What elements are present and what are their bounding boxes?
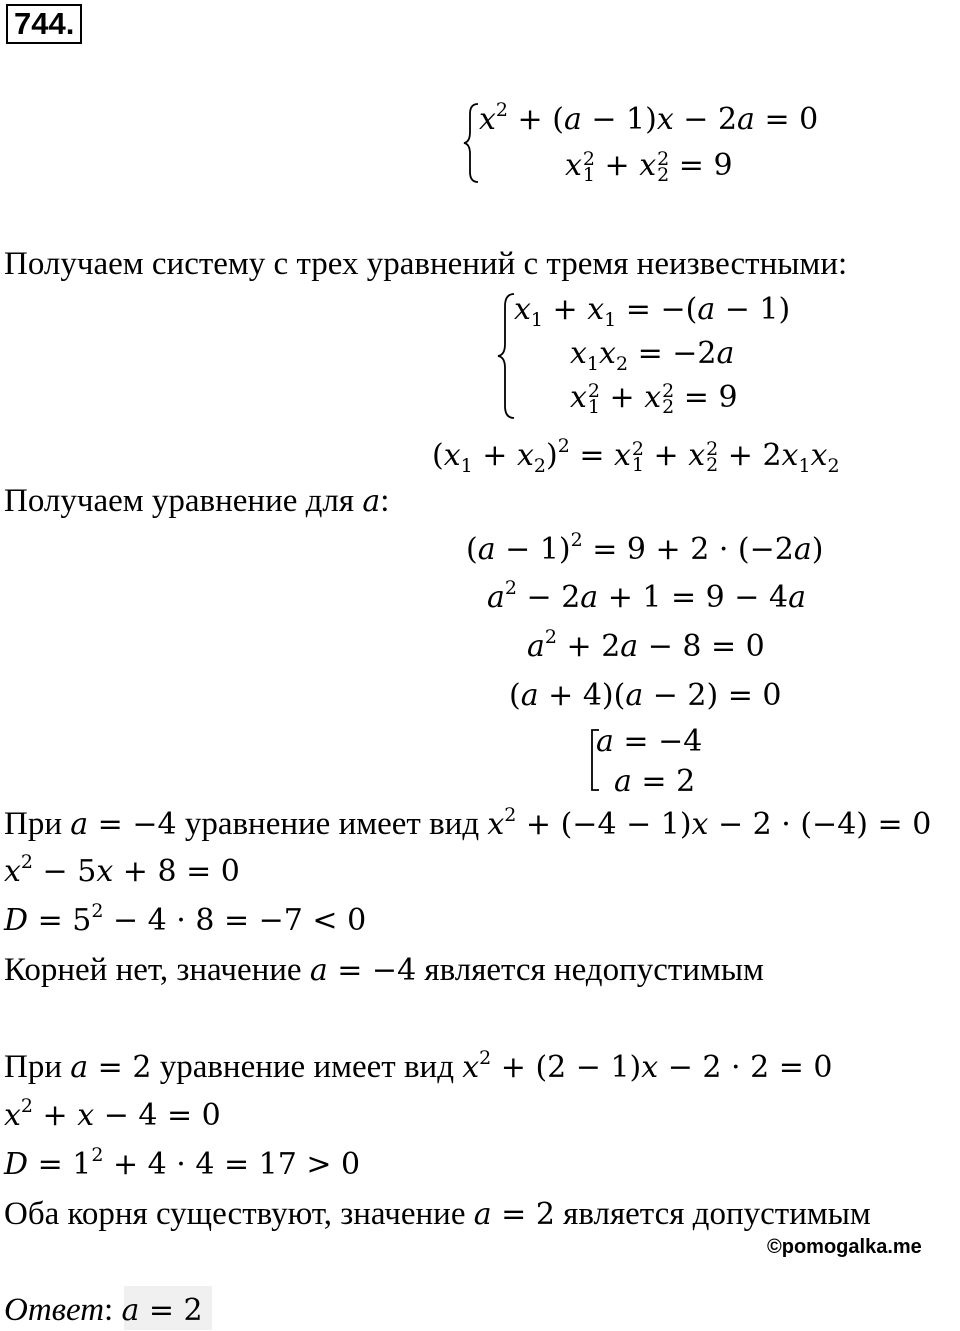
step-1: $(a - 1)^2 = 9 + 2 \cdot (-2a)$	[466, 529, 824, 567]
case-2-mid: уравнение имеет вид	[151, 1049, 463, 1085]
root-1: a = −4	[596, 724, 703, 759]
square-identity: $(x_1 + x_2)^2 = x$ 2 1 + x 2 2 + $2x_1x_2$	[432, 435, 840, 477]
answer-label: Ответ	[4, 1292, 105, 1328]
equation-sum-of-squares: x 2 1 + x 2 2 = 9	[565, 148, 733, 186]
case-1-discriminant: $D = 5^2 - 4 \cdot 8 = -7 < 0$	[4, 900, 367, 938]
answer-value: a = 2	[121, 1293, 203, 1328]
case-2-conclusion-b: является допустимым	[554, 1196, 871, 1232]
equation-quadratic: $x^2 + (a - 1)x - 2a = 0$	[479, 99, 819, 137]
step-2: $a^2 - 2a + 1 = 9 - 4a$	[487, 577, 806, 615]
case-2-conclusion: Оба корня существуют, значение a = 2 является допустимым	[4, 1196, 871, 1232]
case-2-line: При a = 2 уравнение имеет вид $x^2 + (2 - 1)x - 2 \cdot 2 = 0$	[4, 1047, 833, 1085]
watermark: ©pomogalka.me	[767, 1236, 922, 1258]
case-1-mid: уравнение имеет вид	[176, 806, 488, 842]
case-2-conclusion-a: Оба корня существуют, значение	[4, 1196, 474, 1232]
case-1-conclusion-b: является недопустимым	[416, 952, 764, 988]
case-1-equation: $x^2 - 5x + 8 = 0$	[4, 851, 240, 889]
roots-set	[588, 722, 728, 798]
case-1-prefix: При	[4, 806, 71, 842]
case-2-equation: $x^2 + x - 4 = 0$	[4, 1095, 221, 1133]
case-1-line: При a = −4 уравнение имеет вид $x^2 + (-4 - 1)x - 2 \cdot (-4) = 0$	[4, 804, 932, 842]
vieta-product: $x_1x_2 = -2a$	[570, 336, 735, 375]
equation-for-a-text: Получаем уравнение для a:	[4, 483, 390, 519]
equation-for-a-label: Получаем уравнение для	[4, 483, 363, 519]
root-2: a = 2	[614, 764, 696, 799]
case-1-conclusion: Корней нет, значение a = −4 является недопустимым	[4, 952, 764, 988]
case-2-discriminant: $D = 1^2 + 4 \cdot 4 = 17 > 0$	[4, 1144, 361, 1182]
problem-number: 744.	[6, 4, 82, 44]
system-2	[497, 288, 827, 424]
answer-line: Ответ: a = 2	[4, 1292, 203, 1328]
step-4: (a + 4)(a − 2) = 0	[509, 678, 782, 713]
step-3: $a^2 + 2a - 8 = 0$	[527, 626, 765, 664]
equation-sum-of-squares: x 2 1 + x 2 2 = 9	[570, 380, 738, 418]
system-1	[463, 98, 843, 188]
case-2-prefix: При	[4, 1049, 71, 1085]
vieta-sum: $x_1 + x_1 = -(a - 1)$	[514, 292, 791, 331]
intro-text: Получаем систему с трех уравнений с тремя неизвестными:	[4, 246, 848, 282]
case-1-conclusion-a: Корней нет, значение	[4, 952, 310, 988]
